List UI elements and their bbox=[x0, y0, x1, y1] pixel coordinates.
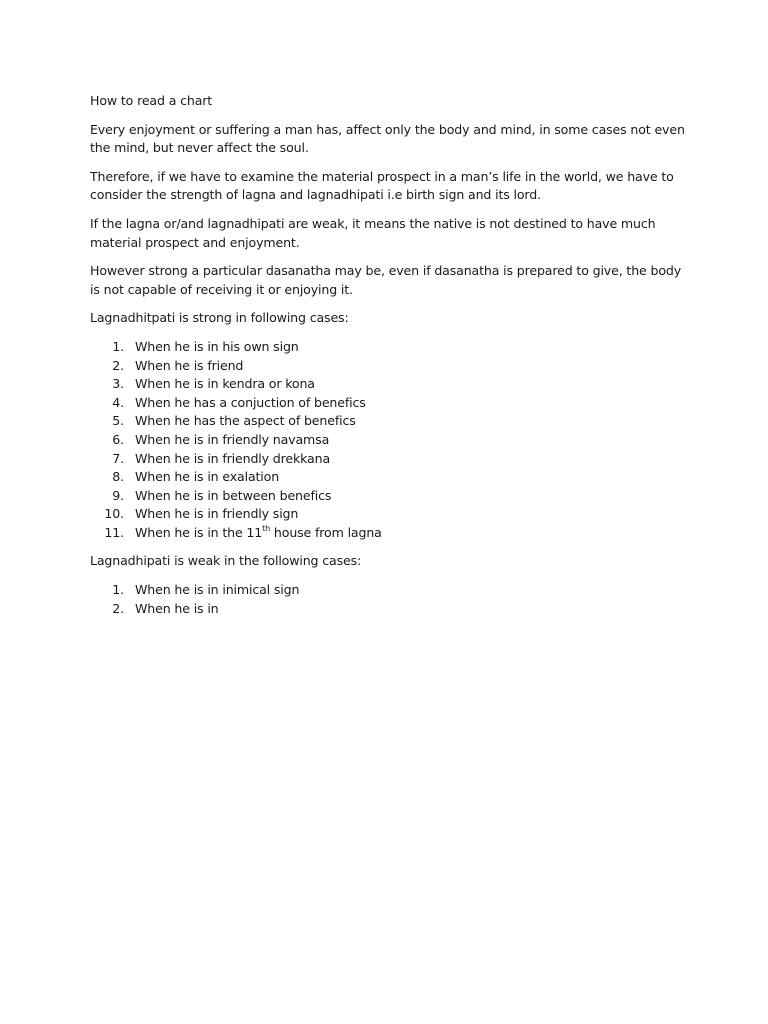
list-text: When he is friend bbox=[135, 357, 244, 373]
list-item bbox=[90, 412, 690, 431]
list-text: When he is in friendly navamsa bbox=[135, 431, 330, 447]
paragraph-1: Every enjoyment or suffering a man has, affect only the body and mind, in some cases not even the mind, but never affect the soul. bbox=[90, 121, 685, 156]
list-text: When he is in friendly sign bbox=[135, 506, 299, 522]
list-item bbox=[90, 375, 690, 394]
list-number: 3. bbox=[112, 376, 124, 392]
list-text: When he is in his own sign bbox=[135, 338, 299, 354]
list-text: When he is in exalation bbox=[135, 469, 280, 485]
list-text: When he is in bbox=[135, 600, 219, 616]
list-item bbox=[90, 487, 690, 506]
list-number: 9. bbox=[112, 487, 124, 503]
list-item bbox=[90, 524, 690, 543]
paragraph-2: Therefore, if we have to examine the material prospect in a man’s life in the world, we have to consider the strength of lagna and lagnadhipati i.e birth sign and its lord. bbox=[90, 168, 674, 203]
list-number: 8. bbox=[112, 469, 124, 485]
paragraph-4: However strong a particular dasanatha may be, even if dasanatha is prepared to give, the body is not capable of receiving it or enjoying it. bbox=[90, 263, 682, 297]
document-title: How to read a chart bbox=[90, 93, 213, 108]
list-item bbox=[90, 394, 690, 413]
strong-cases-list bbox=[90, 338, 690, 543]
list-number: 4. bbox=[112, 394, 124, 410]
list-item bbox=[90, 505, 690, 524]
list-number: 5. bbox=[112, 413, 124, 429]
superscript-ordinal: th bbox=[262, 523, 271, 533]
list-text: When he is in inimical sign bbox=[135, 582, 300, 598]
list-item bbox=[90, 431, 690, 450]
document-page bbox=[90, 92, 690, 628]
list-text: When he is in between benefics bbox=[135, 487, 332, 503]
list-number: 6. bbox=[112, 431, 124, 447]
weak-cases-list bbox=[90, 581, 690, 618]
list-number: 10. bbox=[104, 506, 124, 522]
list-text-before: When he is in the 11 bbox=[135, 524, 263, 540]
list-number: 2. bbox=[112, 600, 124, 616]
list-text: When he is in friendly drekkana bbox=[135, 450, 331, 466]
paragraph-3: If the lagna or/and lagnadhipati are weak, it means the native is not destined to have much material prospect and enjoyment. bbox=[90, 215, 656, 250]
list-text: When he is in kendra or kona bbox=[135, 376, 315, 392]
list-item bbox=[90, 450, 690, 469]
list-item bbox=[90, 338, 690, 357]
list-number: 11. bbox=[104, 524, 124, 540]
list-text: When he has the aspect of benefics bbox=[135, 413, 356, 429]
weak-cases-heading: Lagnadhipati is weak in the following cases: bbox=[90, 553, 362, 569]
list-number: 1. bbox=[112, 338, 124, 354]
list-number: 7. bbox=[112, 450, 124, 466]
list-item bbox=[90, 468, 690, 487]
list-text: When he has a conjuction of benefics bbox=[135, 394, 366, 410]
list-item bbox=[90, 357, 690, 376]
list-item bbox=[90, 581, 690, 600]
list-number: 1. bbox=[112, 582, 124, 598]
list-number: 2. bbox=[112, 357, 124, 373]
list-text-after: house from lagna bbox=[270, 524, 382, 540]
list-item bbox=[90, 600, 690, 619]
strong-cases-heading: Lagnadhitpati is strong in following cases: bbox=[90, 310, 349, 326]
